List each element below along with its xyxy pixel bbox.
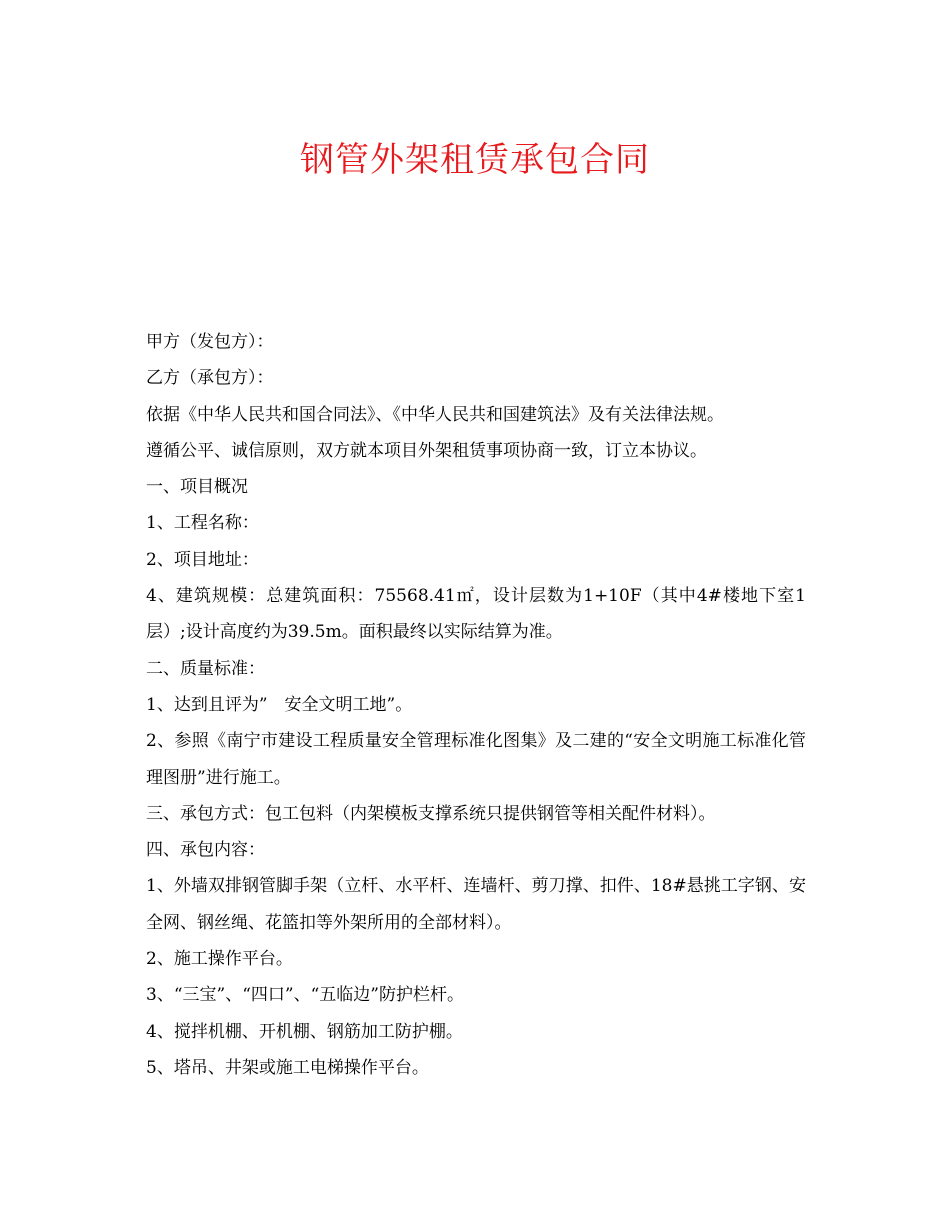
paragraph-quality-2: 2、参照《南宁市建设工程质量安全管理标准化图集》及二建的“安全文明施工标准化管理图册”进行施工。 [146,731,806,788]
section-heading-contract-method: 三、承包方式：包工包料（内架模板支撑系统只提供钢管等相关配件材料）。 [146,803,716,824]
paragraph-content-4: 4、搅拌机棚、开机棚、钢筋加工防护棚。 [146,1021,463,1042]
paragraph-quality-1: 1、达到且评为” 安全文明工地”。 [146,694,413,715]
paragraph-content-5: 5、塔吊、井架或施工电梯操作平台。 [146,1057,429,1078]
paragraph-party-a: 甲方（发包方）： [146,332,274,352]
paragraph-principles: 遵循公平、诚信原则，双方就本项目外架租赁事项协商一致，订立本协议。 [146,440,707,461]
paragraph-building-scale: 4、建筑规模：总建筑面积：75568.41㎡，设计层数为1+10F（其中4#楼地下室1层）;设计高度约为39.5m。面积最终以实际结算为准。 [146,586,806,643]
section-heading-quality-standard: 二、质量标准： [146,658,265,679]
paragraph-legal-basis: 依据《中华人民共和国合同法》、《中华人民共和国建筑法》及有关法律法规。 [146,404,724,425]
document-body [146,324,806,1086]
section-heading-contract-content: 四、承包内容： [146,840,265,861]
paragraph-project-name: 1、工程名称： [146,513,259,534]
paragraph-project-address: 2、项目地址： [146,549,259,570]
document-title: 钢管外架租赁承包合同 [300,140,650,180]
paragraph-content-1: 1、外墙双排钢管脚手架（立杆、水平杆、连墙杆、剪刀撑、扣件、18#悬挑工字钢、安全网、钢丝绳、花篮扣等外架所用的全部材料）。 [146,876,806,933]
section-heading-project-overview: 一、项目概况 [146,477,248,498]
paragraph-party-b: 乙方（承包方）： [146,368,274,389]
paragraph-content-2: 2、施工操作平台。 [146,949,293,970]
paragraph-content-3: 3、“三宝”、“四口”、“五临边”防护栏杆。 [146,985,464,1006]
